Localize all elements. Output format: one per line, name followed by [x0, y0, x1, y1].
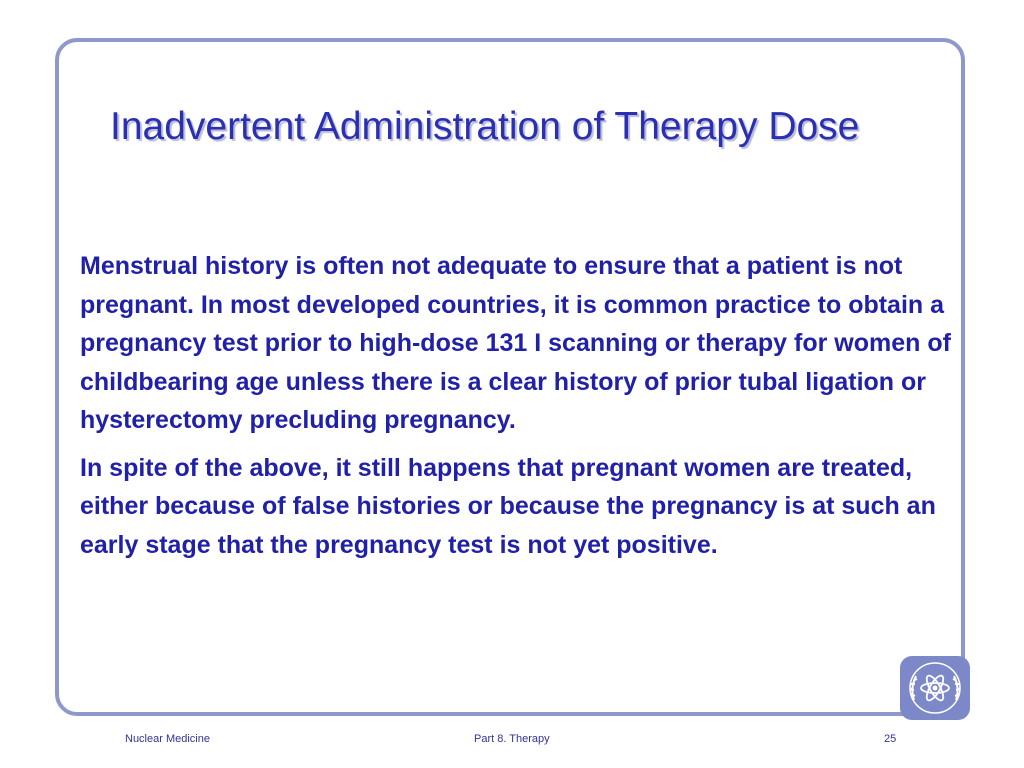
body-paragraph-1: Menstrual history is often not adequate to ensure that a patient is not pregnant. In most developed countries, it is common practice to obtain a pregnancy test prior to high-dose 131 I scanning or therapy for women of childbearing age unless there is a clear history of prior tubal ligation or hysterectomy precluding pregnancy.	[80, 252, 951, 434]
body-paragraph-2: In spite of the above, it still happens that pregnant women are treated, either because of false histories or because the pregnancy is at such an early stage that the pregnancy test is not yet positive.	[80, 453, 936, 559]
iaea-atom-emblem-icon	[900, 656, 970, 720]
slide-body	[80, 247, 970, 573]
footer-page-number: 25	[884, 733, 897, 745]
footer-course-name: Nuclear Medicine	[125, 733, 210, 745]
slide-title: Inadvertent Administration of Therapy Dose	[110, 105, 860, 148]
footer-part-name: Part 8. Therapy	[474, 733, 550, 745]
